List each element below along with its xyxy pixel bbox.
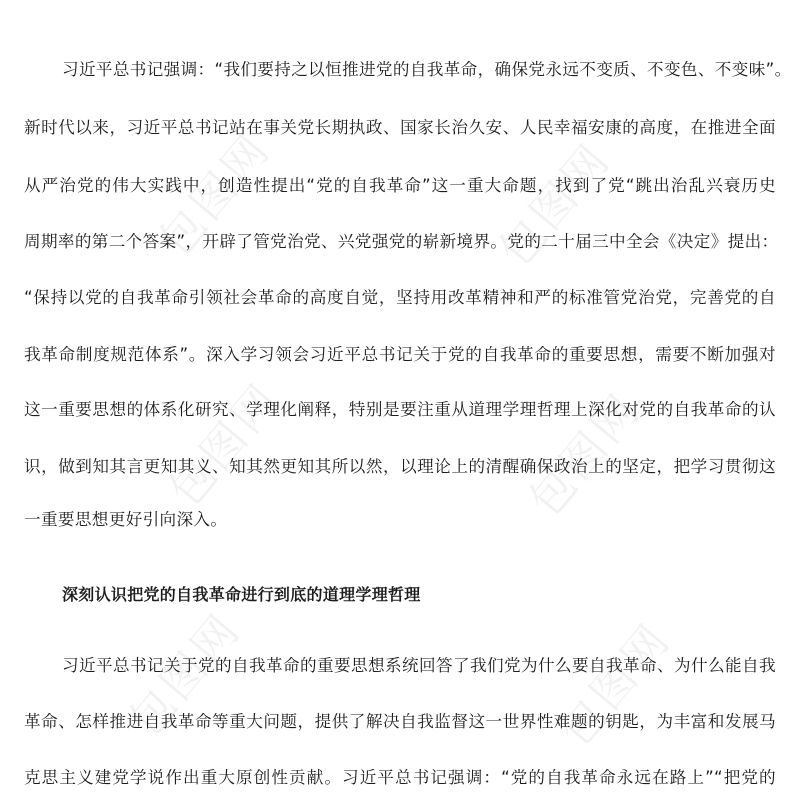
- watermark: 包图网: [159, 373, 292, 517]
- watermark: 包图网: [549, 613, 682, 757]
- text-line: 习近平总书记关于党的自我革命的重要思想系统回答了我们党为什么要自我革命、为什么能自我: [62, 656, 776, 675]
- text-line: “保持以党的自我革命引领社会革命的高度自觉，坚持用改革精神和严的标准管党治党，完善党的自: [24, 288, 776, 307]
- watermark: 包图网: [119, 603, 252, 747]
- text-line: 一重要思想更好引向深入。: [24, 510, 228, 529]
- watermark: 包图网: [149, 123, 282, 267]
- watermark: 包图网: [489, 133, 622, 277]
- text-line: 这一重要思想的体系化研究、学理化阐释，特别是要注重从道理学理哲理上深化对党的自我革命的认: [24, 400, 776, 419]
- watermark: 包图网: [519, 383, 652, 527]
- text-line: 从严治党的伟大实践中，创造性提出“党的自我革命”这一重大命题，找到了党“跳出治乱兴衰历史: [24, 176, 776, 195]
- text-line: 习近平总书记强调：“我们要持之以恒推进党的自我革命，确保党永远不变质、不变色、不变味”。: [62, 60, 792, 79]
- text-line: 识，做到知其言更知其义、知其然更知其所以然，以理论上的清醒确保政治上的坚定，把学习贯彻这: [24, 457, 776, 476]
- text-line: 克思主义建党学说作出重大原创性贡献。习近平总书记强调：“党的自我革命永远在路上”“把党的: [24, 768, 776, 787]
- text-line: 周期率的第二个答案”，开辟了管党治党、兴党强党的崭新境界。党的二十届三中全会《决定》提出：: [24, 232, 779, 251]
- text-line: 革命、怎样推进自我革命等重大问题，提供了解决自我监督这一世界性难题的钥匙，为丰富和发展马: [24, 712, 776, 731]
- section-heading: 深刻认识把党的自我革命进行到底的道理学理哲理: [62, 585, 421, 604]
- text-line: 新时代以来，习近平总书记站在事关党长期执政、国家长治久安、人民幸福安康的高度，在推进全面: [24, 118, 776, 137]
- text-line: 我革命制度规范体系”。深入学习领会习近平总书记关于党的自我革命的重要思想，需要不断加强对: [24, 345, 776, 364]
